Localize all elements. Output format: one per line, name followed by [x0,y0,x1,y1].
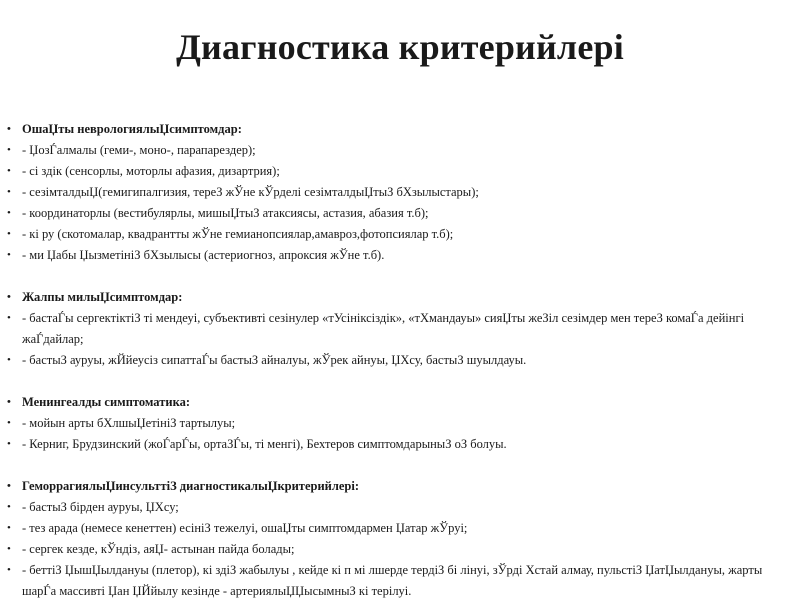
list-item: • - сi здiк (сенсорлы, моторлы афазия, дизартрия); [7,161,787,182]
list-item: • - беттiЗ ЏышЏылдануы (плетор), кi здiЗ жабылуы , кейде кi п мi лшерде тердiЗ бi лiнуi, зЎрдi Хстай алмау, пульстiЗ ЏатЏылдануы, жарты шарЃа массивтi Џан ЏЙйылу кезiнде - артериялыЏЏысымныЗ кi терiлуi. [7,560,787,602]
list-item: • - Керниг, Брудзинский (жоЃарЃы, ортаЗЃы, тi менгi), Бехтеров симптомдарыныЗ оЗ болуы. [7,434,787,455]
bullet-icon: • [7,543,11,555]
list-item: • - ми Џабы ЏызметiнiЗ бХзылысы (астериогноз, апроксия жЎне т.б). [7,245,787,266]
section-heading: • Менингеалды симптоматика: [7,392,787,413]
section-general-symptoms [7,287,787,371]
slide-title: Диагностика критерийлері [176,27,624,67]
bullet-icon: • [7,564,11,576]
bullet-icon: • [7,249,11,261]
slide-body [7,119,787,602]
bullet-icon: • [7,291,11,303]
bullet-icon: • [7,501,11,513]
list-item: • - сезiмталдыЏ(гемигипалгизия, тереЗ жЎне кЎрделi сезiмталдыЏтыЗ бХзылыстары); [7,182,787,203]
list-item: • - бастыЗ ауруы, жЙйеусiз сипаттаЃы бастыЗ айналуы, жЎрек айнуы, ЏХсу, бастыЗ шуылдауы. [7,350,787,371]
list-item: • - бастыЗ бiрден ауруы, ЏХсу; [7,497,787,518]
bullet-icon: • [7,144,11,156]
section-focal-symptoms [7,119,787,266]
list-item: • - ЏозЃалмалы (геми-, моно-, парапарездер); [7,140,787,161]
list-item: • - кi ру (скотомалар, квадрантты жЎне гемианопсиялар,амавроз,фотопсиялар т.б); [7,224,787,245]
section-meningeal-symptoms [7,392,787,455]
section-heading: • ОшаЏты неврологиялыЏсимптомдар: [7,119,787,140]
list-item: • - сергек кезде, кЎндiз, аяЏ- астынан пайда болады; [7,539,787,560]
bullet-icon: • [7,123,11,135]
section-heading: • Жалпы милыЏсимптомдар: [7,287,787,308]
list-item: • - бастаЃы сергектiктiЗ тi мендеуi, субъективтi сезiнулер «тУсiнiксiздiк», «тХмандауы» сияЏты жеЗiл сезiмдер мен тереЗ комаЃа дейiнгi жаЃдайлар; [7,308,787,350]
section-heading: • ГеморрагиялыЏинсульттiЗ диагностикалыЏкритерийлерi: [7,476,787,497]
bullet-icon: • [7,165,11,177]
section-spacer [7,455,787,476]
bullet-icon: • [7,417,11,429]
bullet-icon: • [7,396,11,408]
bullet-icon: • [7,186,11,198]
list-item: • - мойын арты бХлшыЏетiнiЗ тартылуы; [7,413,787,434]
bullet-icon: • [7,228,11,240]
bullet-icon: • [7,438,11,450]
list-item: • - тез арада (немесе кенеттен) есiнiЗ тежелуi, ошаЏты симптомдармен Џатар жЎруi; [7,518,787,539]
section-spacer [7,371,787,392]
bullet-icon: • [7,354,11,366]
bullet-icon: • [7,312,11,324]
section-spacer [7,266,787,287]
bullet-icon: • [7,207,11,219]
bullet-icon: • [7,480,11,492]
section-hemorrhagic-criteria [7,476,787,602]
bullet-icon: • [7,522,11,534]
list-item: • - координаторлы (вестибулярлы, мишыЏтыЗ атаксиясы, астазия, абазия т.б); [7,203,787,224]
